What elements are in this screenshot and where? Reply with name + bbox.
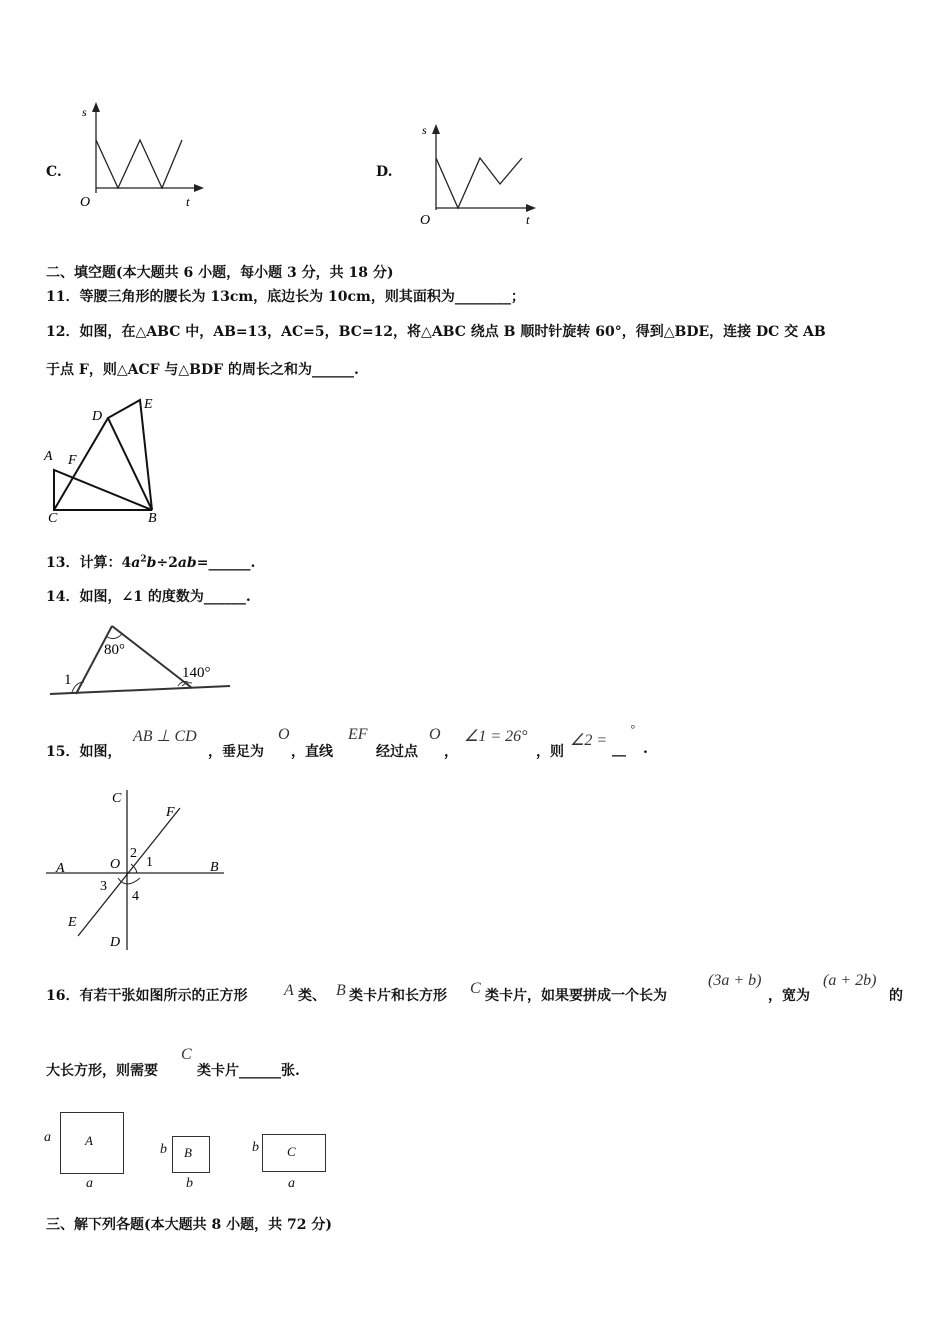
q15-t5: ，则 bbox=[536, 744, 564, 760]
q16-math-c2: C bbox=[181, 1046, 192, 1063]
q16-math-length: (3a + b) bbox=[708, 972, 762, 989]
q15-math-o1: O bbox=[278, 726, 290, 743]
point-f-label: F bbox=[166, 805, 175, 820]
q15-degree: ° bbox=[630, 722, 635, 736]
card-a-side-label: a bbox=[44, 1130, 51, 1145]
q15-answer-blank: __ bbox=[612, 741, 626, 757]
card-a bbox=[60, 1112, 124, 1174]
point-e-label: E bbox=[144, 397, 153, 412]
q13-suffix: =______. bbox=[196, 555, 256, 571]
section2-title: 二、填空题(本大题共 6 小题，每小题 3 分，共 18 分) bbox=[46, 265, 394, 281]
q15-t3: 经过点 bbox=[376, 744, 418, 760]
q11-text: 11．等腰三角形的腰长为 13cm，底边长为 10cm，则其面积为________； bbox=[46, 289, 525, 305]
angle-140-label: 140° bbox=[182, 665, 211, 681]
point-f-label: F bbox=[68, 453, 77, 468]
q16-math-b: B bbox=[336, 982, 346, 999]
q15-period: . bbox=[643, 741, 648, 757]
option-d-label: D. bbox=[376, 164, 393, 180]
point-a-label: A bbox=[56, 861, 65, 876]
point-b-label: B bbox=[148, 511, 157, 526]
point-a-label: A bbox=[44, 449, 53, 464]
q13-var-a: a bbox=[131, 555, 141, 571]
q16-t2: 类、 bbox=[298, 988, 326, 1004]
card-b-name: B bbox=[184, 1145, 192, 1160]
q15-math-ef: EF bbox=[348, 726, 368, 743]
q15-t4: ， bbox=[444, 744, 458, 760]
q15-t2: ，直线 bbox=[291, 744, 333, 760]
point-e-label: E bbox=[68, 915, 77, 930]
q13-var-ab: ab bbox=[177, 555, 197, 571]
point-d-label: D bbox=[110, 935, 121, 950]
point-c-label: C bbox=[112, 791, 122, 806]
angle-3-label: 3 bbox=[100, 879, 107, 894]
axis-s-label: s bbox=[422, 123, 427, 137]
origin-label: O bbox=[80, 195, 91, 210]
card-c-bottom-label: a bbox=[288, 1176, 295, 1191]
point-c-label: C bbox=[48, 511, 58, 526]
q15-figure bbox=[40, 784, 240, 956]
q13-var-b: b bbox=[146, 555, 157, 571]
q16-t4: 类卡片，如果要拼成一个长为 bbox=[485, 988, 667, 1004]
option-c-graph bbox=[76, 98, 216, 213]
q12-figure bbox=[40, 392, 170, 528]
section3-title: 三、解下列各题(本大题共 8 小题，共 72 分) bbox=[46, 1217, 332, 1233]
angle-1-label: 1 bbox=[64, 672, 72, 688]
option-c-label: C. bbox=[46, 164, 62, 180]
axis-s-label: s bbox=[82, 105, 87, 119]
card-b bbox=[172, 1136, 210, 1173]
card-c-name: C bbox=[287, 1144, 296, 1159]
q16-cards bbox=[40, 1106, 340, 1196]
q16-math-c: C bbox=[470, 980, 481, 997]
q15-t1: ，垂足为 bbox=[208, 744, 264, 760]
axis-t-label: t bbox=[526, 212, 530, 227]
q16-t3: 类卡片和长方形 bbox=[349, 988, 447, 1004]
q16-line2b: 类卡片______张. bbox=[197, 1063, 300, 1079]
angle-2-label: 2 bbox=[130, 846, 137, 861]
point-b-label: B bbox=[210, 860, 219, 875]
origin-label: O bbox=[420, 213, 431, 228]
card-c-side-label: b bbox=[252, 1140, 259, 1155]
q13-prefix: 13．计算：4 bbox=[46, 555, 132, 571]
q16-t1: 16．有若干张如图所示的正方形 bbox=[46, 988, 248, 1004]
angle-4-label: 4 bbox=[132, 889, 139, 904]
q15-math-o2: O bbox=[429, 726, 441, 743]
q15-num: 15．如图， bbox=[46, 744, 122, 760]
point-o-label: O bbox=[110, 857, 121, 872]
angle-1-label: 1 bbox=[146, 855, 153, 870]
q16-math-width: (a + 2b) bbox=[823, 972, 877, 989]
q14-text: 14．如图，∠1 的度数为______. bbox=[46, 589, 251, 605]
q13-text: 13．计算：$4a^2b\div 2ab=\_\_\_\_\_\_$. bbox=[46, 554, 256, 571]
q14-figure bbox=[46, 620, 236, 700]
point-d-label: D bbox=[92, 409, 103, 424]
q13-div: ÷2 bbox=[156, 555, 178, 571]
card-a-bottom-label: a bbox=[86, 1176, 93, 1191]
card-b-bottom-label: b bbox=[186, 1176, 193, 1191]
option-d-graph bbox=[418, 118, 548, 230]
q16-math-a: A bbox=[284, 982, 294, 999]
q16-line2a: 大长方形，则需要 bbox=[46, 1063, 158, 1079]
angle-80-label: 80° bbox=[104, 642, 125, 658]
card-c bbox=[262, 1134, 326, 1172]
q16-t6: 的 bbox=[889, 988, 903, 1004]
q12-line1: 12．如图，在△ABC 中，AB=13，AC=5，BC=12，将△ABC 绕点 B 顺时针旋转 60°，得到△BDE，连接 DC 交 AB bbox=[46, 324, 826, 340]
q15-math-ab-cd: AB ⊥ CD bbox=[133, 728, 197, 745]
q15-math-angle1: ∠1 = 26° bbox=[464, 728, 528, 745]
axis-t-label: t bbox=[186, 194, 190, 209]
q12-line2: 于点 F，则△ACF 与△BDF 的周长之和为______. bbox=[46, 362, 359, 378]
q16-t5: ，宽为 bbox=[768, 988, 810, 1004]
q15-math-angle2: ∠2 = bbox=[570, 732, 608, 749]
card-b-side-label: b bbox=[160, 1142, 167, 1157]
card-a-name: A bbox=[85, 1133, 93, 1148]
